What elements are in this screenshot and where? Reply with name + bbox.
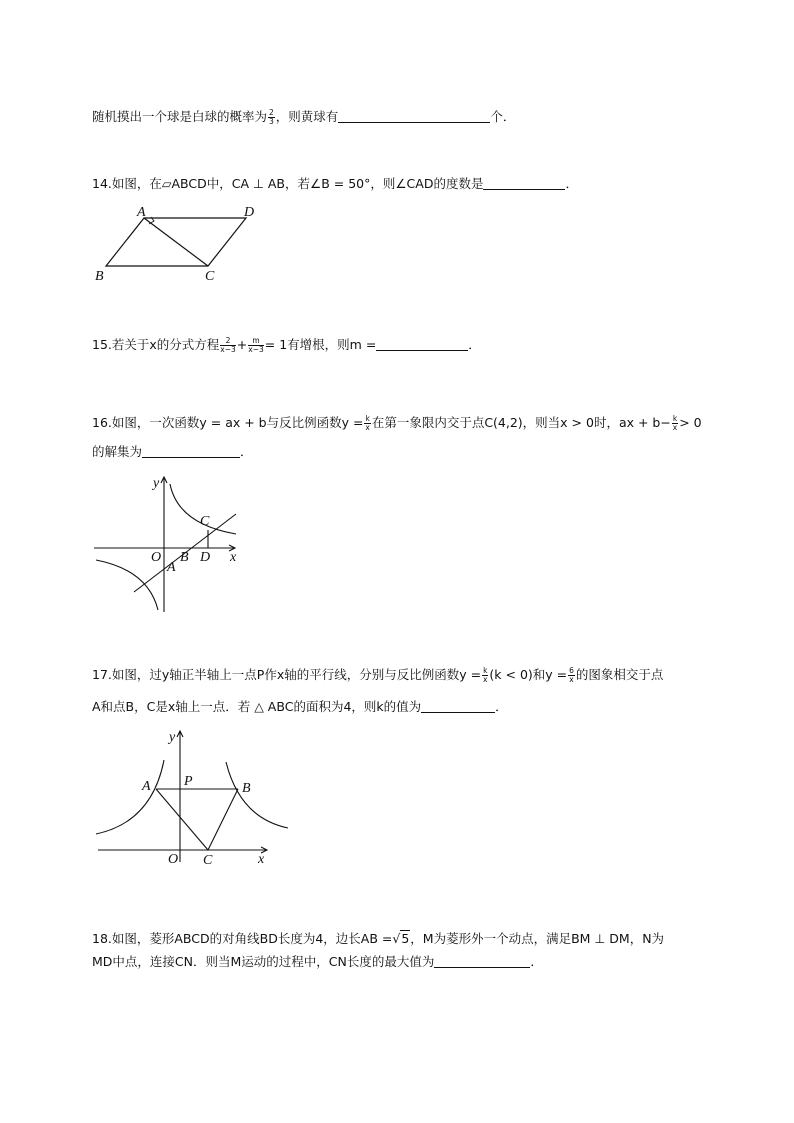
q16-answer-blank[interactable] <box>142 443 240 458</box>
q17-label-b: B <box>242 781 251 796</box>
q16-hyperbola-branch-2 <box>96 560 158 610</box>
q15-line: 15.若关于x的分式方程 $\frac{2}{x-3}$ + $\frac{m}{x-3}$ = 1有增根，则m = ． <box>92 336 481 354</box>
q17-label-x: x <box>258 852 265 867</box>
q16-label-o: O <box>151 550 162 565</box>
q16-fraction-2: $\frac{k}{x}$ <box>672 414 678 432</box>
q13-line <box>92 108 515 126</box>
q16-label-d: D <box>200 550 211 565</box>
q16-label-b: B <box>180 550 189 565</box>
q17-line-2: A和点B，C是x轴上一点．若 △ ABC的面积为4，则k的值为 ． <box>92 699 508 714</box>
q13-text-b: ，则黄球有 <box>275 109 339 124</box>
q17-label-c: C <box>203 853 213 868</box>
q16-label-y: y <box>153 476 160 491</box>
q16-line-2: 的解集为 ． <box>92 444 253 459</box>
q14-label-d: D <box>244 205 255 220</box>
q14-label-a: A <box>137 205 146 220</box>
q18-answer-blank[interactable] <box>434 953 530 968</box>
q13-fraction: $\frac{2}{3}$ <box>269 108 274 126</box>
q17-fraction-2: $\frac{6}{x}$ <box>569 666 574 684</box>
q13-text-a: 随机摸出一个球是白球的概率为 <box>92 109 268 124</box>
q18-sqrt: √5 <box>392 931 410 946</box>
q17-segment-bc <box>208 789 238 850</box>
q17-hyperbola-left <box>96 760 164 834</box>
q17-label-a: A <box>142 779 151 794</box>
q14-parallelogram-figure <box>90 200 270 290</box>
q16-line-1: 16.如图，一次函数y = ax + b与反比例函数y = $\frac{k}{x}$ 在第一象限内交于点C(4,2)，则当x > 0时，ax + b− $\frac{k}{x}$ > 0 <box>92 414 702 432</box>
q13-answer-blank[interactable] <box>338 108 490 123</box>
q17-label-p: P <box>184 774 193 789</box>
q16-label-x: x <box>230 550 237 565</box>
q16-label-a: A <box>167 560 176 575</box>
q15-fraction-2: $\frac{m}{x-3}$ <box>248 336 264 354</box>
q14-answer-blank[interactable] <box>483 175 565 190</box>
q17-segment-ac <box>156 789 208 850</box>
q17-line-1: 17.如图，过y轴正半轴上一点P作x轴的平行线，分别与反比例函数y = $\frac{k}{x}$ (k < 0)和y = $\frac{6}{x}$ 的图象相交于点 <box>92 666 664 684</box>
q18-line-2: MD中点，连接CN．则当M运动的过程中，CN长度的最大值为 ． <box>92 954 543 969</box>
q16-fraction-1: $\frac{k}{x}$ <box>365 414 370 432</box>
q14-diagonal-ac <box>144 218 208 266</box>
q17-label-o: O <box>168 852 179 867</box>
q17-answer-blank[interactable] <box>421 698 495 713</box>
q18-line-1: 18.如图，菱形ABCD的对角线BD长度为4，边长AB =√5，M为菱形外一个动点，满足BM ⊥ DM，N为 <box>92 931 665 946</box>
q14-text: 14.如图，在▱ABCD中，CA ⊥ AB，若∠B = 50°，则∠CAD的度数是 <box>92 176 484 191</box>
q14-label-b: B <box>95 269 104 284</box>
q14-line: 14.如图，在▱ABCD中，CA ⊥ AB，若∠B = 50°，则∠CAD的度数是 ． <box>92 176 578 191</box>
q14-label-c: C <box>205 269 215 284</box>
q17-fraction-1: $\frac{k}{x}$ <box>483 666 488 684</box>
q15-answer-blank[interactable] <box>376 336 468 351</box>
q17-label-y: y <box>169 730 176 745</box>
q15-fraction-1: $\frac{2}{x-3}$ <box>220 336 236 354</box>
q16-label-c: C <box>200 514 210 529</box>
q13-text-c: 个． <box>490 109 516 124</box>
q16-graph-figure <box>90 472 260 617</box>
q17-graph-figure <box>90 726 295 871</box>
